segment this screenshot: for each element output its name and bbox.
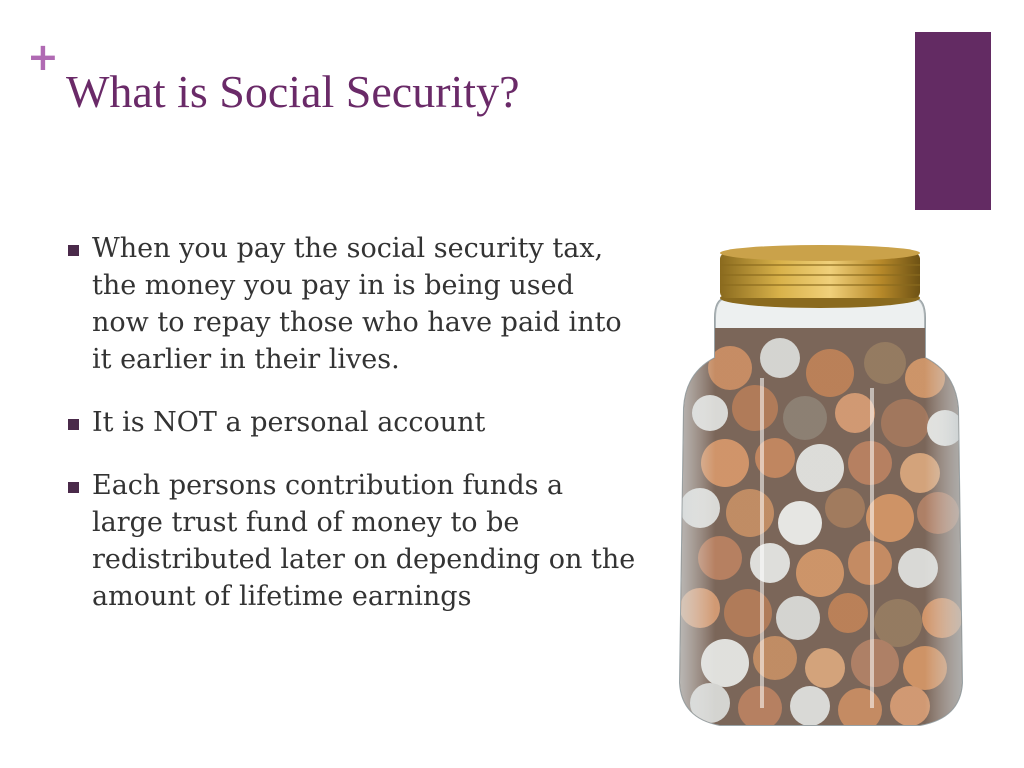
bullet-text: When you pay the social security tax, the money you pay in is being used now to repay those who have paid into it earlier in their lives.	[92, 233, 622, 375]
bullet-list	[68, 230, 638, 641]
bullet-marker-icon	[68, 419, 79, 430]
bullet-marker-icon	[68, 245, 79, 256]
bullet-item	[68, 404, 638, 441]
coin-jar-image	[670, 238, 970, 738]
bullet-text: Each persons contribution funds a large trust fund of money to be redistributed later on depending on the amount of lifetime earnings	[92, 470, 636, 612]
bullet-item	[68, 230, 638, 378]
plus-icon: +	[27, 35, 59, 79]
bullet-text: It is NOT a personal account	[92, 407, 486, 438]
bullet-item	[68, 467, 638, 615]
accent-block	[915, 32, 991, 210]
bullet-marker-icon	[68, 482, 79, 493]
slide-title: What is Social Security?	[66, 66, 520, 117]
